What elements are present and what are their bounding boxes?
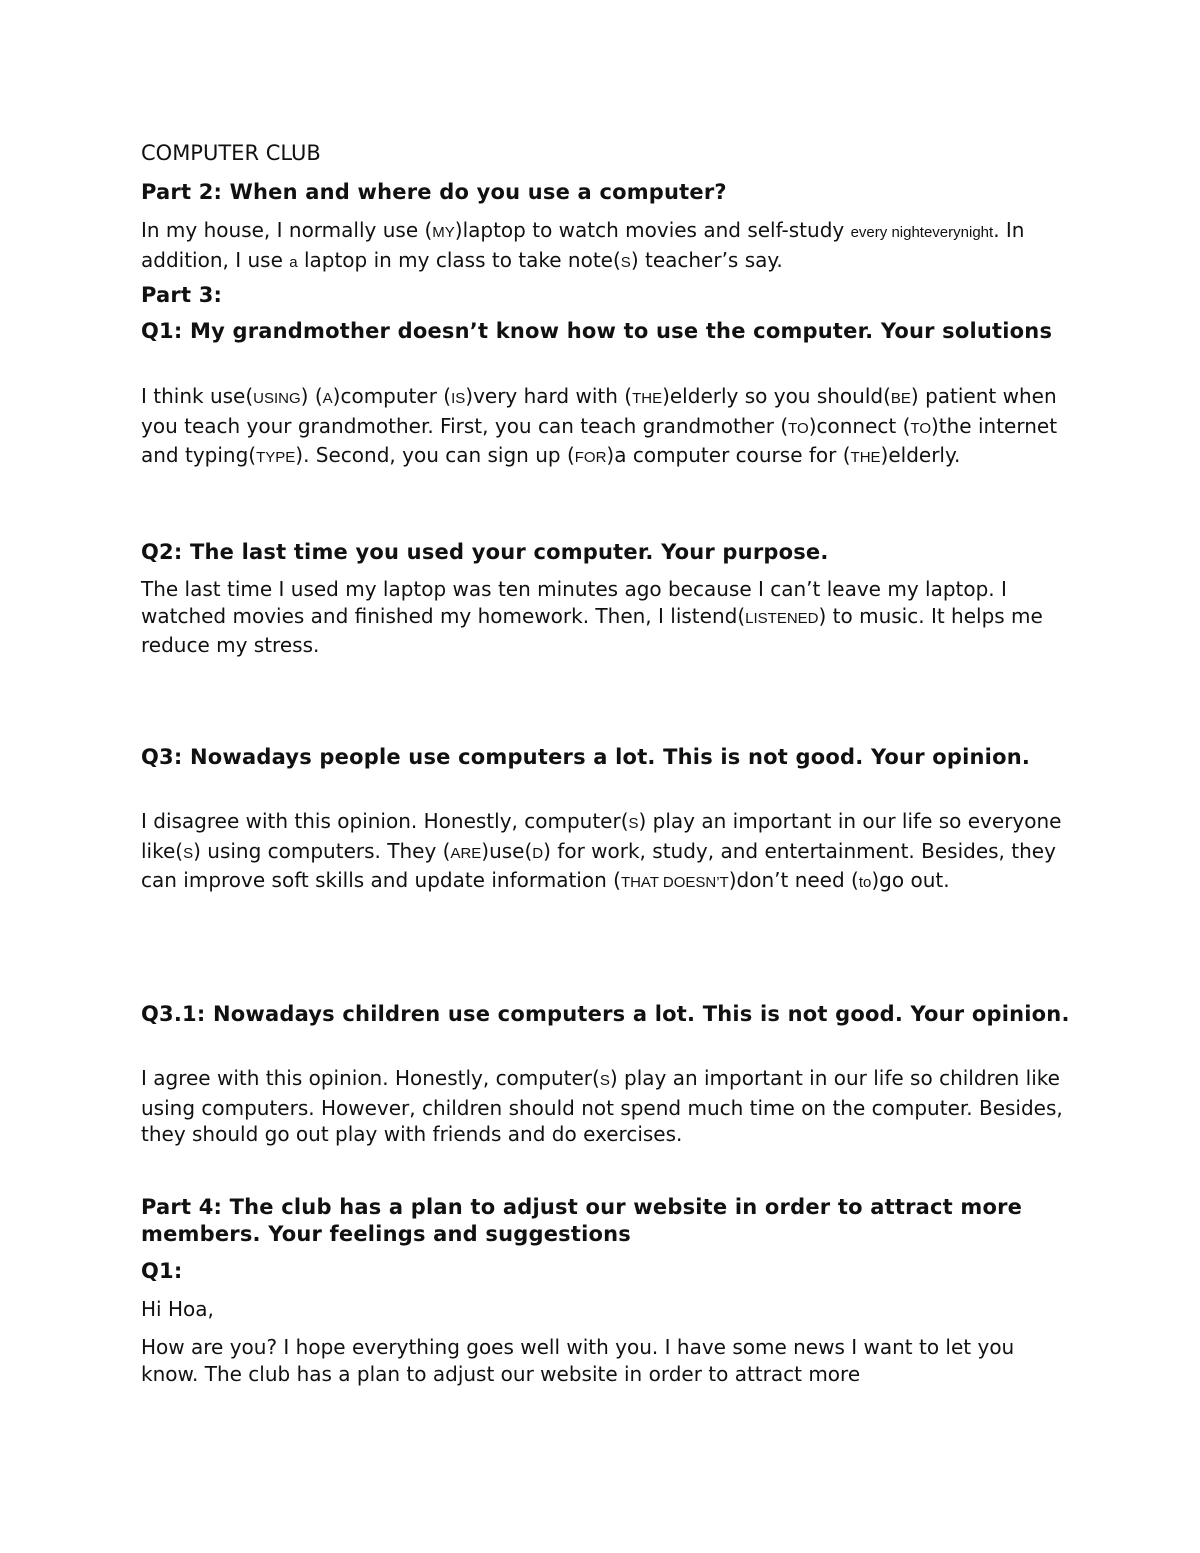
- correction-mark: A: [322, 390, 333, 407]
- text-run: I agree with this opinion. Honestly, computer(: [141, 1066, 600, 1090]
- part4-heading: Part 4: The club has a plan to adjust our website in order to attract more members. Your feelings and suggestions: [141, 1195, 1023, 1246]
- correction-mark: ARE: [450, 844, 482, 862]
- text-run: In my house, I normally use (: [141, 218, 433, 242]
- q3-1-answer: [141, 1065, 1071, 1148]
- text-run: ) play an important in our life so children like using computers. However, children should not spend much time on the computer. Besides, they should go out play with friends and do exercises.: [141, 1066, 1063, 1146]
- correction-mark: S: [183, 844, 194, 862]
- letter-greeting: Hi Hoa,: [141, 1297, 214, 1321]
- text-run: )very hard with (: [465, 384, 633, 408]
- correction-mark: THE: [632, 390, 663, 407]
- text-run: )don’t need (: [728, 868, 859, 892]
- text-run: )connect (: [808, 413, 911, 438]
- text-run: )elderly so you should(: [662, 384, 891, 408]
- correction-mark: BE: [890, 390, 911, 407]
- text-run: ) (: [300, 384, 323, 408]
- text-run: ) play an important in our life so everyone like(: [141, 809, 1062, 863]
- q2-heading: Q2: The last time you used your computer. Your purpose.: [141, 540, 829, 564]
- text-run: I think use(: [141, 384, 254, 408]
- correction-mark: D: [532, 844, 544, 862]
- correction-mark: to: [858, 874, 872, 891]
- correction-mark: USING: [253, 390, 301, 407]
- text-run: )the internet and typing(: [141, 413, 1058, 467]
- text-run: ) using computers. They (: [193, 838, 451, 863]
- correction-mark: TYPE: [256, 449, 296, 466]
- text-run: I disagree with this opinion. Honestly, computer(: [141, 809, 629, 833]
- text-run: )use(: [481, 838, 533, 863]
- correction-mark: S: [599, 1072, 610, 1089]
- q3-answer: [141, 808, 1071, 897]
- correction-mark: TO: [788, 419, 809, 437]
- text-run: )a computer course for (: [606, 443, 851, 467]
- correction-mark: FOR: [574, 449, 607, 466]
- document-title: COMPUTER CLUB: [141, 141, 321, 165]
- correction-mark: THE: [850, 449, 881, 466]
- q2-answer: [141, 576, 1071, 659]
- text-run: ) for work, study, and entertainment. Besides, they can improve soft skills and update information (: [141, 838, 1056, 892]
- correction-mark: every nighteverynight: [850, 224, 994, 241]
- text-run: )elderly.: [880, 443, 961, 467]
- text-run: ) patient when you teach your grandmother. First, you can teach grandmother (: [141, 384, 1057, 438]
- text-run: . In addition, I use: [141, 218, 1025, 272]
- q1-answer: [141, 383, 1071, 472]
- letter-body: How are you? I hope everything goes well with you. I have some news I want to let you know. The club has a plan to adjust our website in order to attract more: [141, 1335, 1015, 1386]
- q3-1-heading: Q3.1: Nowadays children use computers a lot. This is not good. Your opinion.: [141, 1002, 1070, 1026]
- text-run: )laptop to watch movies and self-study: [454, 218, 851, 242]
- text-run: The last time I used my laptop was ten minutes ago because I can’t leave my laptop. I watched movies and finished my homework. Then, I listend(: [141, 577, 1007, 628]
- text-run: ). Second, you can sign up (: [295, 443, 575, 467]
- text-run: )computer (: [332, 384, 452, 408]
- part3-heading: Part 3:: [141, 283, 223, 307]
- correction-mark: LISTENED: [745, 609, 819, 627]
- text-run: )go out.: [871, 868, 950, 892]
- correction-mark: a: [289, 253, 298, 271]
- text-run: laptop in my class to take note(: [297, 247, 621, 272]
- correction-mark: S: [628, 815, 639, 832]
- correction-mark: IS: [451, 390, 466, 407]
- part2-heading: Part 2: When and where do you use a computer?: [141, 180, 727, 204]
- correction-mark: MY: [432, 224, 455, 241]
- correction-mark: TO: [910, 419, 931, 437]
- text-run: ) teacher’s say.: [630, 247, 783, 272]
- q3-heading: Q3: Nowadays people use computers a lot. This is not good. Your opinion.: [141, 745, 1031, 769]
- text-run: ) to music. It helps me reduce my stress.: [141, 603, 1043, 657]
- part4-q1-heading: Q1:: [141, 1259, 183, 1283]
- q1-heading: Q1: My grandmother doesn’t know how to use the computer. Your solutions: [141, 319, 1053, 343]
- part2-answer: [141, 217, 1071, 276]
- correction-mark: S: [620, 253, 631, 271]
- correction-mark: THAT DOESN’T: [620, 874, 729, 891]
